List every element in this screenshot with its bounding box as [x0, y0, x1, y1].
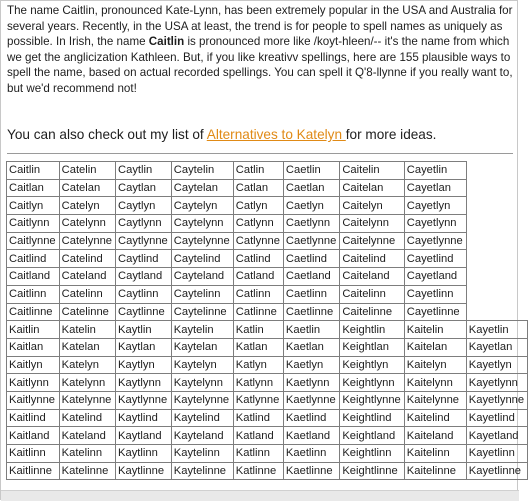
name-cell: Caytelinne [171, 303, 233, 321]
name-cell: Kaetlinn [283, 445, 339, 463]
name-cell: Caetlinn [283, 285, 339, 303]
name-cell: Catelinne [59, 303, 115, 321]
name-cell: Caytelyn [171, 197, 233, 215]
name-cell: Kayetlinne [466, 462, 527, 480]
name-cell: Kaytelin [171, 321, 233, 339]
name-cell: Kaiteland [404, 427, 466, 445]
name-cell: Katelynn [59, 374, 115, 392]
name-cell: Kaitelin [404, 321, 466, 339]
name-cell: Kayetlind [466, 409, 527, 427]
name-cell: Katland [233, 427, 283, 445]
name-cell: Katelan [59, 338, 115, 356]
name-cell: Caytlinne [116, 303, 172, 321]
name-cell: Kaitlynn [7, 374, 60, 392]
name-cell: Kayetlan [466, 338, 527, 356]
name-cell: Caiteland [340, 268, 404, 286]
name-cell: Kayetlynne [466, 391, 527, 409]
name-cell: Kaetlyn [283, 356, 339, 374]
name-cell: Kaitlynne [7, 391, 60, 409]
table-row [7, 197, 528, 215]
table-row [7, 338, 528, 356]
name-cell: Caitelyn [340, 197, 404, 215]
spellings-table [6, 161, 528, 480]
name-cell: Cayetlynne [404, 232, 466, 250]
name-cell: Keightlynne [340, 391, 404, 409]
table-row [7, 321, 528, 339]
name-cell: Katelind [59, 409, 115, 427]
name-cell: Kaytlinn [116, 445, 172, 463]
name-cell: Katelinn [59, 445, 115, 463]
name-cell: Caitland [7, 268, 60, 286]
name-cell: Kaytelynn [171, 374, 233, 392]
name-cell: Caytlin [116, 162, 172, 180]
name-cell: Kaitlinne [7, 462, 60, 480]
table-row [7, 162, 528, 180]
name-cell: Caetlynne [283, 232, 339, 250]
name-cell: Caitelinne [340, 303, 404, 321]
name-cell: Catelin [59, 162, 115, 180]
name-cell: Catlynn [233, 215, 283, 233]
name-cell: Kaitlyn [7, 356, 60, 374]
name-cell: Kaytelyn [171, 356, 233, 374]
intro-paragraph [7, 3, 513, 96]
name-cell: Caytlynne [116, 232, 172, 250]
name-cell: Kaitlin [7, 321, 60, 339]
name-cell: Kayetlynn [466, 374, 527, 392]
name-cell: Caitlinne [7, 303, 60, 321]
name-cell: Kayetland [466, 427, 527, 445]
name-cell: Katelin [59, 321, 115, 339]
name-cell: Katlinne [233, 462, 283, 480]
name-cell: Cateland [59, 268, 115, 286]
name-cell: Keightlynn [340, 374, 404, 392]
name-cell: Kayetlyn [466, 356, 527, 374]
name-cell: Catelinn [59, 285, 115, 303]
name-cell: Catlyn [233, 197, 283, 215]
name-cell: Keightlinn [340, 445, 404, 463]
name-cell: Katlyn [233, 356, 283, 374]
name-cell: Keightland [340, 427, 404, 445]
name-cell: Kaetlind [283, 409, 339, 427]
name-cell: Kaitelan [404, 338, 466, 356]
name-cell: Caytlinn [116, 285, 172, 303]
name-cell: Keightlinne [340, 462, 404, 480]
name-cell: Caytelan [171, 179, 233, 197]
name-cell: Caetlan [283, 179, 339, 197]
name-cell: Cayetlynn [404, 215, 466, 233]
name-cell: Kaetlynn [283, 374, 339, 392]
name-cell: Kaetlinne [283, 462, 339, 480]
name-cell: Katlind [233, 409, 283, 427]
name-cell: Kateland [59, 427, 115, 445]
name-cell: Caitelinn [340, 285, 404, 303]
table-row [7, 268, 528, 286]
table-row [7, 250, 528, 268]
table-row [7, 285, 528, 303]
name-cell: Kaytelinn [171, 445, 233, 463]
name-cell: Kaytlynn [116, 374, 172, 392]
name-cell: Kaitlan [7, 338, 60, 356]
name-cell: Katlin [233, 321, 283, 339]
name-cell: Catlynne [233, 232, 283, 250]
name-cell: Keightlind [340, 409, 404, 427]
name-cell: Keightlyn [340, 356, 404, 374]
name-cell: Keightlin [340, 321, 404, 339]
name-cell: Kaytelan [171, 338, 233, 356]
name-cell: Catelind [59, 250, 115, 268]
name-cell: Kaitlind [7, 409, 60, 427]
name-cell: Katlinn [233, 445, 283, 463]
name-cell: Caytlynn [116, 215, 172, 233]
more-prefix: You can also check out my list of [7, 127, 207, 142]
name-cell: Caitelynne [340, 232, 404, 250]
name-cell: Katelynne [59, 391, 115, 409]
name-cell: Cayetlinne [404, 303, 466, 321]
name-cell: Kaytlynne [116, 391, 172, 409]
name-cell: Catelan [59, 179, 115, 197]
name-cell: Kaitelynn [404, 374, 466, 392]
name-cell: Kayetlin [466, 321, 527, 339]
name-cell: Kaytlyn [116, 356, 172, 374]
name-cell: Caetlin [283, 162, 339, 180]
empty-cell [466, 250, 527, 268]
name-cell: Cayteland [171, 268, 233, 286]
name-cell: Cayetlinn [404, 285, 466, 303]
name-cell: Kayteland [171, 427, 233, 445]
name-cell: Caetland [283, 268, 339, 286]
name-cell: Catlinne [233, 303, 283, 321]
name-cell: Cayetlan [404, 179, 466, 197]
name-cell: Caitlind [7, 250, 60, 268]
name-cell: Kayetlinn [466, 445, 527, 463]
divider [7, 153, 513, 154]
name-cell: Catlin [233, 162, 283, 180]
name-cell: Caytland [116, 268, 172, 286]
table-row [7, 409, 528, 427]
table-row [7, 462, 528, 480]
name-cell: Caitelynn [340, 215, 404, 233]
table-row [7, 215, 528, 233]
name-cell: Kaytlind [116, 409, 172, 427]
more-ideas-line [7, 126, 436, 143]
name-cell: Caytelind [171, 250, 233, 268]
name-cell: Caitlan [7, 179, 60, 197]
table-row [7, 303, 528, 321]
table-row [7, 232, 528, 250]
name-cell: Caytelinn [171, 285, 233, 303]
more-suffix: for more ideas. [345, 127, 437, 142]
name-cell: Kaytelynne [171, 391, 233, 409]
name-cell: Kaitelyn [404, 356, 466, 374]
name-cell: Kaytlan [116, 338, 172, 356]
name-cell: Kaitelinne [404, 462, 466, 480]
alternatives-link[interactable]: Alternatives to Katelyn [206, 127, 346, 142]
name-cell: Caytelynn [171, 215, 233, 233]
name-cell: Kaytelinne [171, 462, 233, 480]
name-cell: Kaetlan [283, 338, 339, 356]
table-row [7, 356, 528, 374]
name-cell: Cayetland [404, 268, 466, 286]
name-cell: Caytelin [171, 162, 233, 180]
intro-text-b: is pronounced more like /koyt-hleen/-- it's the name from which we get the anglicization Kathleen. But, if you like kreativv spellings, here are 155 plausible ways to spell the name, based on actual recorded spellings. You can spell it Q'8-llynne if you really want to, but we'd recommend not! [7, 35, 513, 95]
name-cell: Kaetland [283, 427, 339, 445]
name-cell: Kaytelind [171, 409, 233, 427]
name-cell: Katlynn [233, 374, 283, 392]
name-cell: Kaytlinne [116, 462, 172, 480]
name-cell: Catlind [233, 250, 283, 268]
name-cell: Kaytland [116, 427, 172, 445]
table-row [7, 374, 528, 392]
name-cell: Caitlin [7, 162, 60, 180]
name-cell: Cayetlin [404, 162, 466, 180]
name-cell: Catlan [233, 179, 283, 197]
name-cell: Caytlyn [116, 197, 172, 215]
empty-cell [466, 232, 527, 250]
name-cell: Caitelind [340, 250, 404, 268]
empty-cell [466, 215, 527, 233]
name-cell: Kaitland [7, 427, 60, 445]
name-cell: Catelynn [59, 215, 115, 233]
table-row [7, 179, 528, 197]
table-row [7, 427, 528, 445]
name-cell: Kaetlin [283, 321, 339, 339]
name-cell: Caitlynne [7, 232, 60, 250]
name-cell: Caitelan [340, 179, 404, 197]
name-cell: Caytelynne [171, 232, 233, 250]
empty-cell [466, 162, 527, 180]
name-cell: Keightlan [340, 338, 404, 356]
empty-cell [466, 268, 527, 286]
name-cell: Katelyn [59, 356, 115, 374]
name-cell: Caetlyn [283, 197, 339, 215]
name-cell: Caitlinn [7, 285, 60, 303]
empty-cell [466, 179, 527, 197]
name-cell: Kaitlinn [7, 445, 60, 463]
name-cell: Caytlan [116, 179, 172, 197]
empty-cell [466, 303, 527, 321]
name-cell: Catland [233, 268, 283, 286]
name-cell: Caitlyn [7, 197, 60, 215]
name-cell: Caitlynn [7, 215, 60, 233]
name-cell: Caitelin [340, 162, 404, 180]
name-cell: Catelynne [59, 232, 115, 250]
name-cell: Kaitelind [404, 409, 466, 427]
name-cell: Katelinne [59, 462, 115, 480]
name-cell: Caetlinne [283, 303, 339, 321]
name-cell: Katlan [233, 338, 283, 356]
bottom-bar [1, 490, 519, 501]
name-cell: Catelyn [59, 197, 115, 215]
name-cell: Katlynne [233, 391, 283, 409]
table-row [7, 391, 528, 409]
name-cell: Caytlind [116, 250, 172, 268]
name-cell: Caetlynn [283, 215, 339, 233]
name-cell: Cayetlyn [404, 197, 466, 215]
intro-bold-name: Caitlin [148, 35, 185, 48]
name-cell: Kaitelynne [404, 391, 466, 409]
name-cell: Kaytlin [116, 321, 172, 339]
name-cell: Kaitelinn [404, 445, 466, 463]
name-cell: Catlinn [233, 285, 283, 303]
table-row [7, 445, 528, 463]
empty-cell [466, 285, 527, 303]
name-cell: Cayetlind [404, 250, 466, 268]
name-cell: Kaetlynne [283, 391, 339, 409]
intro-text-a: The name Caitlin, pronounced Kate-Lynn, has been extremely popular in the USA and Australia for several years. Recently, in the USA at least, the trend is for people to spell names as uniquely as possible. In Irish, the name [7, 4, 513, 48]
empty-cell [466, 197, 527, 215]
name-cell: Caetlind [283, 250, 339, 268]
